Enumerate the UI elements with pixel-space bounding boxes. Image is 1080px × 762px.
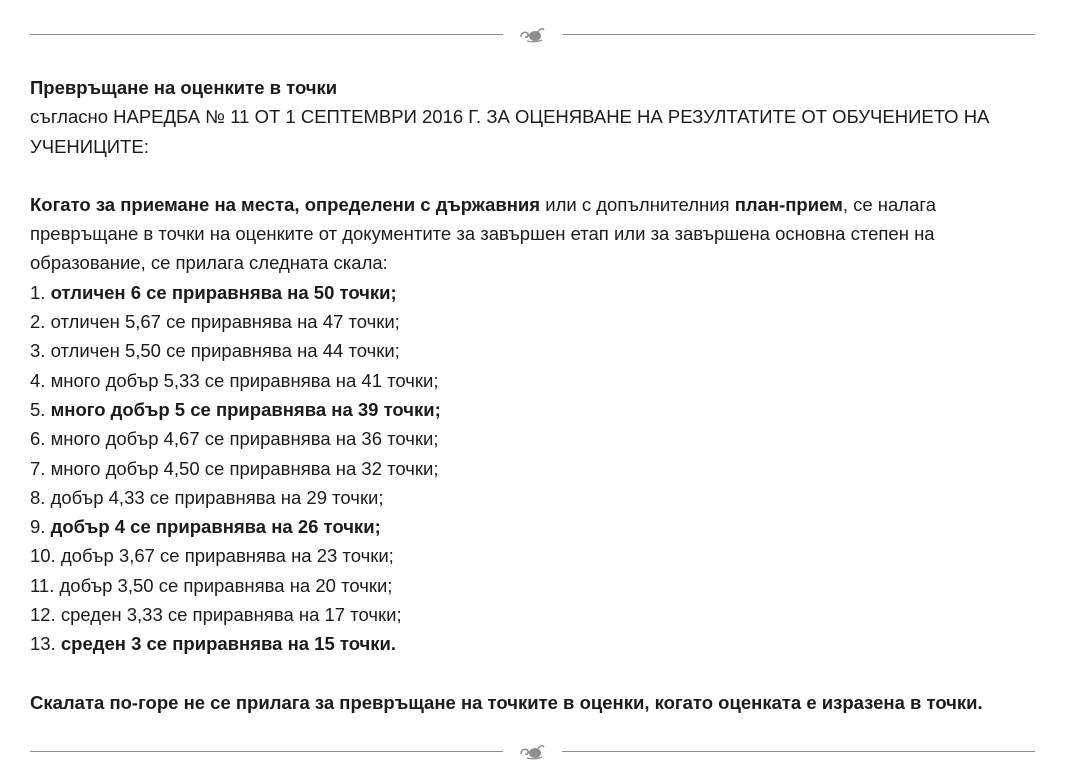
scale-item-text: добър 3,50 се приравнява на 20 точки; — [59, 574, 393, 596]
scale-item-text: отличен 6 се приравнява на 50 точки; — [50, 281, 397, 303]
spacer — [30, 161, 1040, 190]
scale-item-text: много добър 5 се приравнява на 39 точки; — [50, 398, 441, 420]
snail-flourish-icon — [518, 742, 546, 762]
intro-bold-1: Когато за приемане на места, определени с държавния — [30, 193, 541, 215]
top-divider — [30, 25, 1035, 45]
scale-item — [30, 336, 1040, 365]
scale-item — [30, 278, 1040, 307]
section-subtitle: съгласно НАРЕДБА № 11 ОТ 1 СЕПТЕМВРИ 2016 Г. ЗА ОЦЕНЯВАНЕ НА РЕЗУЛТАТИТЕ ОТ ОБУЧЕНИЕТО НА УЧЕНИЦИТЕ: — [30, 106, 990, 157]
scale-item-text: среден 3 се приравнява на 15 точки. — [60, 633, 397, 655]
spacer — [30, 659, 1040, 688]
scale-item-text: много добър 5,33 се приравнява на 41 точки; — [50, 369, 439, 391]
scale-item — [30, 512, 1040, 541]
scale-item — [30, 571, 1040, 600]
scale-item-number: 7. — [30, 457, 46, 479]
scale-item — [30, 395, 1040, 424]
article-content — [30, 73, 1040, 717]
scale-item-text: добър 3,67 се приравнява на 23 точки; — [60, 545, 394, 567]
scale-item-number: 13. — [30, 633, 56, 655]
divider-line — [562, 34, 1035, 35]
scale-item — [30, 424, 1040, 453]
scale-item-number: 6. — [30, 428, 46, 450]
scale-item-number: 2. — [30, 311, 46, 333]
bottom-divider — [30, 742, 1035, 762]
intro-bold-3: план-прием — [734, 193, 843, 215]
scale-item-number: 3. — [30, 340, 46, 362]
scale-item — [30, 366, 1040, 395]
snail-flourish-icon — [518, 25, 546, 45]
scale-item-number: 11. — [30, 574, 55, 596]
scale-item-number: 8. — [30, 486, 46, 508]
intro-paragraph — [30, 190, 1040, 278]
grade-scale-list — [30, 278, 1040, 659]
divider-line — [30, 751, 503, 752]
divider-line — [30, 34, 503, 35]
scale-item-number: 10. — [30, 545, 56, 567]
scale-item — [30, 600, 1040, 629]
scale-item-number: 5. — [30, 398, 46, 420]
intro-text-2: или с допълнителния — [540, 193, 735, 215]
scale-item-text: много добър 4,50 се приравнява на 32 точки; — [50, 457, 439, 479]
footer-note: Скалата по-горе не се прилага за превръщане на точките в оценки, когато оценката е изразена в точки. — [30, 691, 983, 713]
scale-item-text: отличен 5,67 се приравнява на 47 точки; — [50, 311, 400, 333]
scale-item-number: 12. — [30, 604, 56, 626]
scale-item — [30, 483, 1040, 512]
scale-item-text: среден 3,33 се приравнява на 17 точки; — [60, 604, 402, 626]
scale-item-number: 4. — [30, 369, 46, 391]
scale-item-number: 1. — [30, 281, 46, 303]
intro-text-4: , се налага превръщане в точки на оценките от документите за завършен етап или за завършена основна степен на образование, се прилага следната скала: — [30, 193, 937, 274]
scale-item-number: 9. — [30, 516, 46, 538]
scale-item — [30, 307, 1040, 336]
scale-item-text: добър 4,33 се приравнява на 29 точки; — [50, 486, 384, 508]
divider-line — [562, 751, 1035, 752]
scale-item — [30, 454, 1040, 483]
scale-item-text: добър 4 се приравнява на 26 точки; — [50, 516, 381, 538]
scale-item-text: отличен 5,50 се приравнява на 44 точки; — [50, 340, 400, 362]
scale-item-text: много добър 4,67 се приравнява на 36 точки; — [50, 428, 439, 450]
section-title: Превръщане на оценките в точки — [30, 77, 338, 98]
scale-item — [30, 541, 1040, 570]
scale-item — [30, 629, 1040, 658]
